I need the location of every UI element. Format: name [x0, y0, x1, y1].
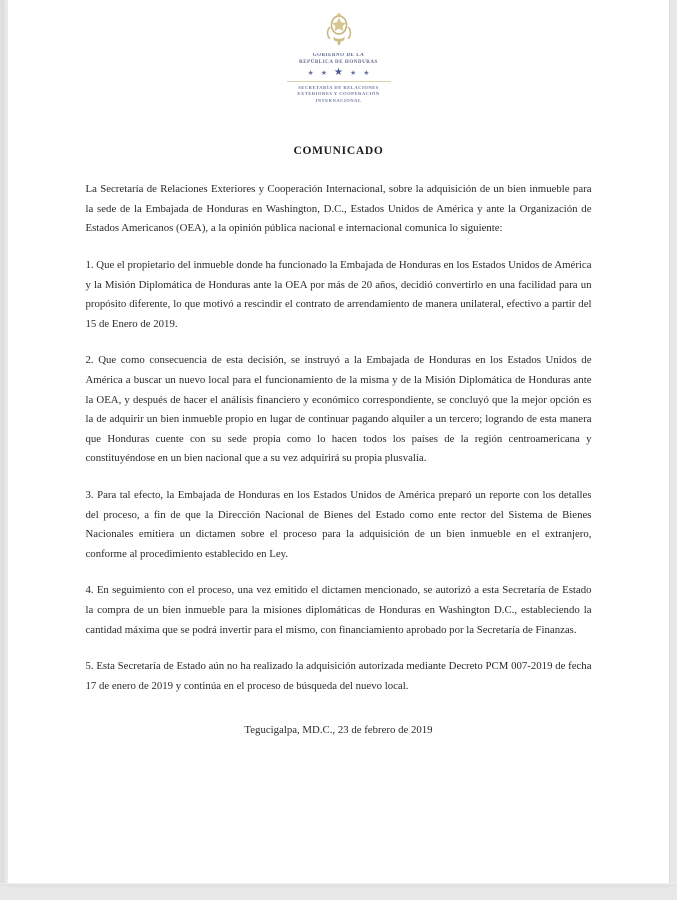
page-bottom-shadow [0, 883, 677, 886]
star-icon-1: ★ [307, 68, 314, 77]
page-left-margin-shadow [0, 0, 8, 886]
numbered-item-2: 2. Que como consecuencia de esta decisión, se instruyó a la Embajada de Honduras en los Estados Unidos de América a buscar un nuevo local para el funcionamiento de la misma y de la Misión Diplomática de Honduras ante la OEA, y después de hacer el análisis financiero y económico correspondiente, se concluyó que la mejor opción es la de adquirir un bien inmueble propio en lugar de continuar pagando alquiler a un tercero; logrando de esta manera que Honduras cuente con su sede propia como lo hacen todos los países de la región centroamericana y constituyéndose en un bien nacional que a su vez adquirirá su propia plusvalía. [85, 354, 592, 465]
document-page [8, 0, 669, 886]
letterhead-organization-line1: GOBIERNO DE LA [312, 53, 365, 58]
honduras-coat-of-arms-icon [317, 9, 361, 49]
letterhead-ministry-line1: SECRETARÍA DE RELACIONES [298, 85, 379, 90]
letterhead-stars [8, 68, 669, 78]
page-title: COMUNICADO [293, 145, 384, 158]
numbered-item-3: 3. Para tal efecto, la Embajada de Honduras en los Estados Unidos de América preparó un reporte con los detalles del proceso, a fin de que la Dirección Nacional de Bienes del Estado como ente rector del Sistema de Bienes Nacionales emitiera un dictamen sobre el proceso para la adquisición de un bien inmueble en el extranjero, conforme al procedimiento establecido en Ley. [85, 488, 592, 560]
document-body [86, 157, 592, 741]
letterhead-organization [8, 52, 669, 66]
numbered-item-1: 1. Que el propietario del inmueble donde ha funcionado la Embajada de Honduras en los Estados Unidos de América y la Misión Diplomática de Honduras ante la OEA por más de 20 años, decidió convertirlo en una facilidad para un propósito diferente, lo que motivó a rescindir el contrato de arrendamiento de manera unilateral, efectivo a partir del 15 de Enero de 2019. [85, 259, 592, 330]
letterhead-divider [287, 81, 391, 82]
star-icon-5: ★ [363, 68, 370, 77]
star-icon-3: ★ [334, 67, 343, 78]
letterhead [8, 0, 669, 104]
letterhead-ministry-line3: INTERNACIONAL [315, 97, 362, 103]
star-icon-4: ★ [349, 68, 357, 77]
letterhead-ministry [8, 85, 669, 104]
star-icon-2: ★ [320, 68, 328, 77]
intro-paragraph: La Secretaría de Relaciones Exteriores y Cooperación Internacional, sobre la adquisición de un bien inmueble para la sede de la Embajada de Honduras en Washington, D.C., Estados Unidos de América y ante la Organización de Estados Americanos (OEA), a la opinión pública nacional e internacional comunica lo siguiente: [85, 183, 592, 235]
numbered-item-5: 5. Esta Secretaría de Estado aún no ha realizado la adquisición autorizada mediante Decreto PCM 007-2019 de fecha 17 de enero de 2019 y continúa en el proceso de búsqueda del nuevo local. [85, 660, 592, 692]
signoff-location-date: Tegucigalpa, MD.C., 23 de febrero de 2019 [244, 724, 433, 737]
numbered-item-4: 4. En seguimiento con el proceso, una vez emitido el dictamen mencionado, se autorizó a esta Secretaría de Estado la compra de un bien inmueble para la misiones diplomáticas de Honduras en Washington D.C., estableciendo la cantidad máxima que se podrá invertir para el mismo, con financiamiento aprobado por la Secretaría de Finanzas. [85, 584, 592, 636]
letterhead-ministry-line2: EXTERIORES Y COOPERACIÓN [297, 91, 380, 97]
letterhead-organization-line2: REPÚBLICA DE HONDURAS [299, 60, 378, 65]
